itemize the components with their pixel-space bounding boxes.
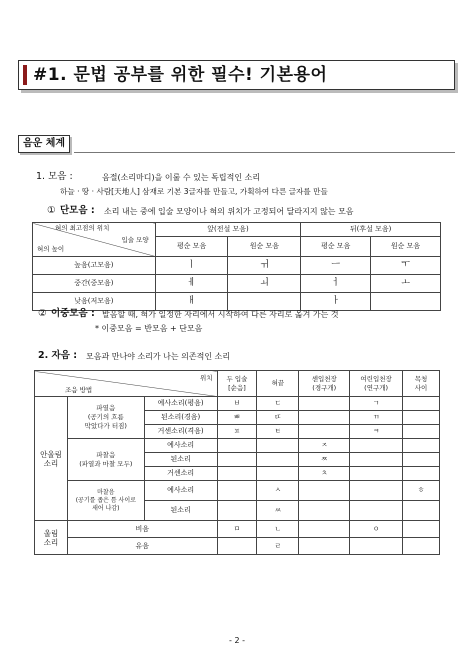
consonant-cell bbox=[403, 467, 440, 481]
vowel-table-corner bbox=[33, 223, 156, 257]
consonant-cell bbox=[299, 501, 350, 521]
table-row bbox=[35, 538, 440, 555]
consonant-cell bbox=[217, 439, 257, 453]
consonant-cell bbox=[350, 501, 403, 521]
vowel-table bbox=[32, 222, 441, 311]
corner-label-method: 조음 방법 bbox=[65, 386, 93, 394]
consonant-cell bbox=[350, 467, 403, 481]
row-label: 된소리 bbox=[144, 453, 217, 467]
consonant-cell: ㅎ bbox=[403, 481, 440, 501]
group-fricative: 마찰음 (공기를 좁은 틈 사이로 새어 나감) bbox=[67, 481, 144, 521]
consonant-table-corner bbox=[35, 371, 218, 397]
consonant-cell bbox=[217, 453, 257, 467]
consonant-cell: ㅈ bbox=[299, 439, 350, 453]
row-label: 거센소리 bbox=[144, 467, 217, 481]
consonant-cell bbox=[403, 411, 440, 425]
col-header-palatal: 센입천장 (경구개) bbox=[299, 371, 350, 397]
page-number: - 2 - bbox=[229, 636, 245, 645]
table-row bbox=[35, 397, 440, 411]
consonant-cell bbox=[257, 467, 299, 481]
page-title: #1. 문법 공부를 위한 필수! 기본용어 bbox=[33, 65, 328, 85]
corner-label-tongue-position: 혀의 최고점의 위치 bbox=[55, 224, 110, 232]
table-row bbox=[35, 481, 440, 501]
simple-vowel-term: 단모음 : bbox=[60, 205, 95, 216]
vowel-cell: ㅔ bbox=[155, 275, 228, 293]
consonant-cell bbox=[299, 411, 350, 425]
consonant-cell bbox=[299, 481, 350, 501]
consonant-cell bbox=[403, 538, 440, 555]
title-accent-bar bbox=[23, 65, 27, 85]
consonant-cell bbox=[257, 439, 299, 453]
corner-label-position: 위치 bbox=[199, 374, 213, 382]
consonant-cell: ㄴ bbox=[257, 521, 299, 538]
consonant-cell bbox=[217, 538, 257, 555]
consonant-cell bbox=[403, 425, 440, 439]
vowel-cell: ㅏ bbox=[301, 293, 371, 311]
consonant-cell: ㅃ bbox=[217, 411, 257, 425]
consonant-cell: ㅋ bbox=[350, 425, 403, 439]
consonant-cell: ㅍ bbox=[217, 425, 257, 439]
consonant-cell: ㅉ bbox=[299, 453, 350, 467]
vowel-heading-number: 1. 모음 : bbox=[36, 171, 73, 182]
consonant-cell: ㅇ bbox=[350, 521, 403, 538]
group-nasal: 비음 bbox=[67, 521, 217, 538]
consonant-table bbox=[34, 370, 440, 555]
consonant-cell bbox=[257, 453, 299, 467]
vowel-cell: ㅣ bbox=[155, 257, 228, 275]
sub-header: 원순 모음 bbox=[371, 237, 441, 257]
consonant-cell bbox=[403, 501, 440, 521]
consonant-cell bbox=[403, 453, 440, 467]
vowel-cell: ㅐ bbox=[155, 293, 228, 311]
consonant-cell: ㄱ bbox=[350, 397, 403, 411]
consonant-cell: ㅊ bbox=[299, 467, 350, 481]
consonant-cell bbox=[217, 481, 257, 501]
col-header-velar: 여린입천장 (연구개) bbox=[350, 371, 403, 397]
consonant-cell bbox=[217, 501, 257, 521]
consonant-cell bbox=[217, 467, 257, 481]
consonant-cell bbox=[403, 521, 440, 538]
row-label: 중간(중모음) bbox=[33, 275, 156, 293]
group-liquid: 유음 bbox=[67, 538, 217, 555]
consonant-cell: ㄷ bbox=[257, 397, 299, 411]
vowel-cell: ㅓ bbox=[301, 275, 371, 293]
consonant-cell: ㅁ bbox=[217, 521, 257, 538]
table-row bbox=[33, 275, 441, 293]
consonant-cell: ㅂ bbox=[217, 397, 257, 411]
consonant-cell bbox=[299, 538, 350, 555]
vowel-cell: ㅜ bbox=[371, 257, 441, 275]
vowel-cell: ㅗ bbox=[371, 275, 441, 293]
consonant-cell: ㄲ bbox=[350, 411, 403, 425]
vowel-cell: ㅟ bbox=[228, 257, 301, 275]
col-header-glottal: 목청 사이 bbox=[403, 371, 440, 397]
vowel-cell bbox=[371, 293, 441, 311]
vowel-heading-desc: 음절(소리마디)을 이룰 수 있는 독립적인 소리 bbox=[102, 173, 261, 182]
consonant-cell bbox=[299, 521, 350, 538]
consonant-cell bbox=[350, 453, 403, 467]
group-obstruent: 안울림 소리 bbox=[35, 397, 68, 521]
consonant-heading-number: 2. 자음 : bbox=[38, 350, 77, 361]
header-back-vowel: 뒤(후설 모음) bbox=[301, 223, 441, 237]
row-label: 예사소리 bbox=[144, 481, 217, 501]
vowel-cell: ㅚ bbox=[228, 275, 301, 293]
section-divider bbox=[74, 152, 455, 153]
diphthong-formula: * 이중모음 = 반모음 + 단모음 bbox=[95, 324, 203, 333]
table-row bbox=[35, 521, 440, 538]
row-label: 된소리 bbox=[144, 501, 217, 521]
corner-label-lip-shape: 입술 모양 bbox=[121, 236, 149, 244]
consonant-cell bbox=[299, 425, 350, 439]
col-header-bilabial: 두 입술 [순음] bbox=[217, 371, 257, 397]
vowel-cell: ㅡ bbox=[301, 257, 371, 275]
simple-vowel-num: ① bbox=[47, 205, 56, 216]
header-front-vowel: 앞(전설 모음) bbox=[155, 223, 301, 237]
row-label: 된소리(경음) bbox=[144, 411, 217, 425]
simple-vowel-desc: 소리 내는 중에 입술 모양이나 혀의 위치가 고정되어 달라지지 않는 모음 bbox=[104, 207, 354, 216]
consonant-cell bbox=[403, 397, 440, 411]
section-heading: 음운 체계 bbox=[18, 135, 70, 153]
consonant-cell: ㅅ bbox=[257, 481, 299, 501]
table-row bbox=[35, 439, 440, 453]
consonant-cell: ㅌ bbox=[257, 425, 299, 439]
title-box bbox=[18, 60, 455, 90]
vowel-cell bbox=[228, 293, 301, 311]
diphthong-num: ② bbox=[38, 308, 47, 319]
row-label: 거센소리(격음) bbox=[144, 425, 217, 439]
consonant-cell bbox=[403, 439, 440, 453]
sub-header: 원순 모음 bbox=[228, 237, 301, 257]
consonant-cell bbox=[350, 439, 403, 453]
consonant-cell bbox=[299, 397, 350, 411]
corner-label-tongue-height: 혀의 높이 bbox=[37, 245, 65, 253]
consonant-cell: ㅆ bbox=[257, 501, 299, 521]
group-sonorant: 울림 소리 bbox=[35, 521, 68, 555]
sub-header: 평순 모음 bbox=[301, 237, 371, 257]
consonant-heading-desc: 모음과 만나야 소리가 나는 의존적인 소리 bbox=[86, 352, 231, 361]
consonant-cell: ㄹ bbox=[257, 538, 299, 555]
diphthong-term: 이중모음 : bbox=[51, 308, 95, 319]
group-affricate: 파찰음 (파열과 마찰 모두) bbox=[67, 439, 144, 481]
row-label: 예사소리(평음) bbox=[144, 397, 217, 411]
row-label: 예사소리 bbox=[144, 439, 217, 453]
consonant-cell: ㄸ bbox=[257, 411, 299, 425]
consonant-cell bbox=[350, 538, 403, 555]
sub-header: 평순 모음 bbox=[155, 237, 228, 257]
col-header-alveolar: 혀끝 bbox=[257, 371, 299, 397]
vowel-description: 하늘 · 땅 · 사람[天地人] 삼재로 기본 3글자를 만들고, 가획하여 다른 글자를 만들 bbox=[60, 187, 328, 196]
table-row bbox=[33, 257, 441, 275]
row-label: 높음(고모음) bbox=[33, 257, 156, 275]
row-label: 낮음(저모음) bbox=[33, 293, 156, 311]
consonant-cell bbox=[350, 481, 403, 501]
diphthong-desc: 발음할 때, 혀가 일정한 자리에서 시작하여 다른 자리로 옮겨 가는 것 bbox=[102, 310, 339, 319]
group-plosive: 파열음 (공기의 흐름 막았다가 터짐) bbox=[67, 397, 144, 439]
